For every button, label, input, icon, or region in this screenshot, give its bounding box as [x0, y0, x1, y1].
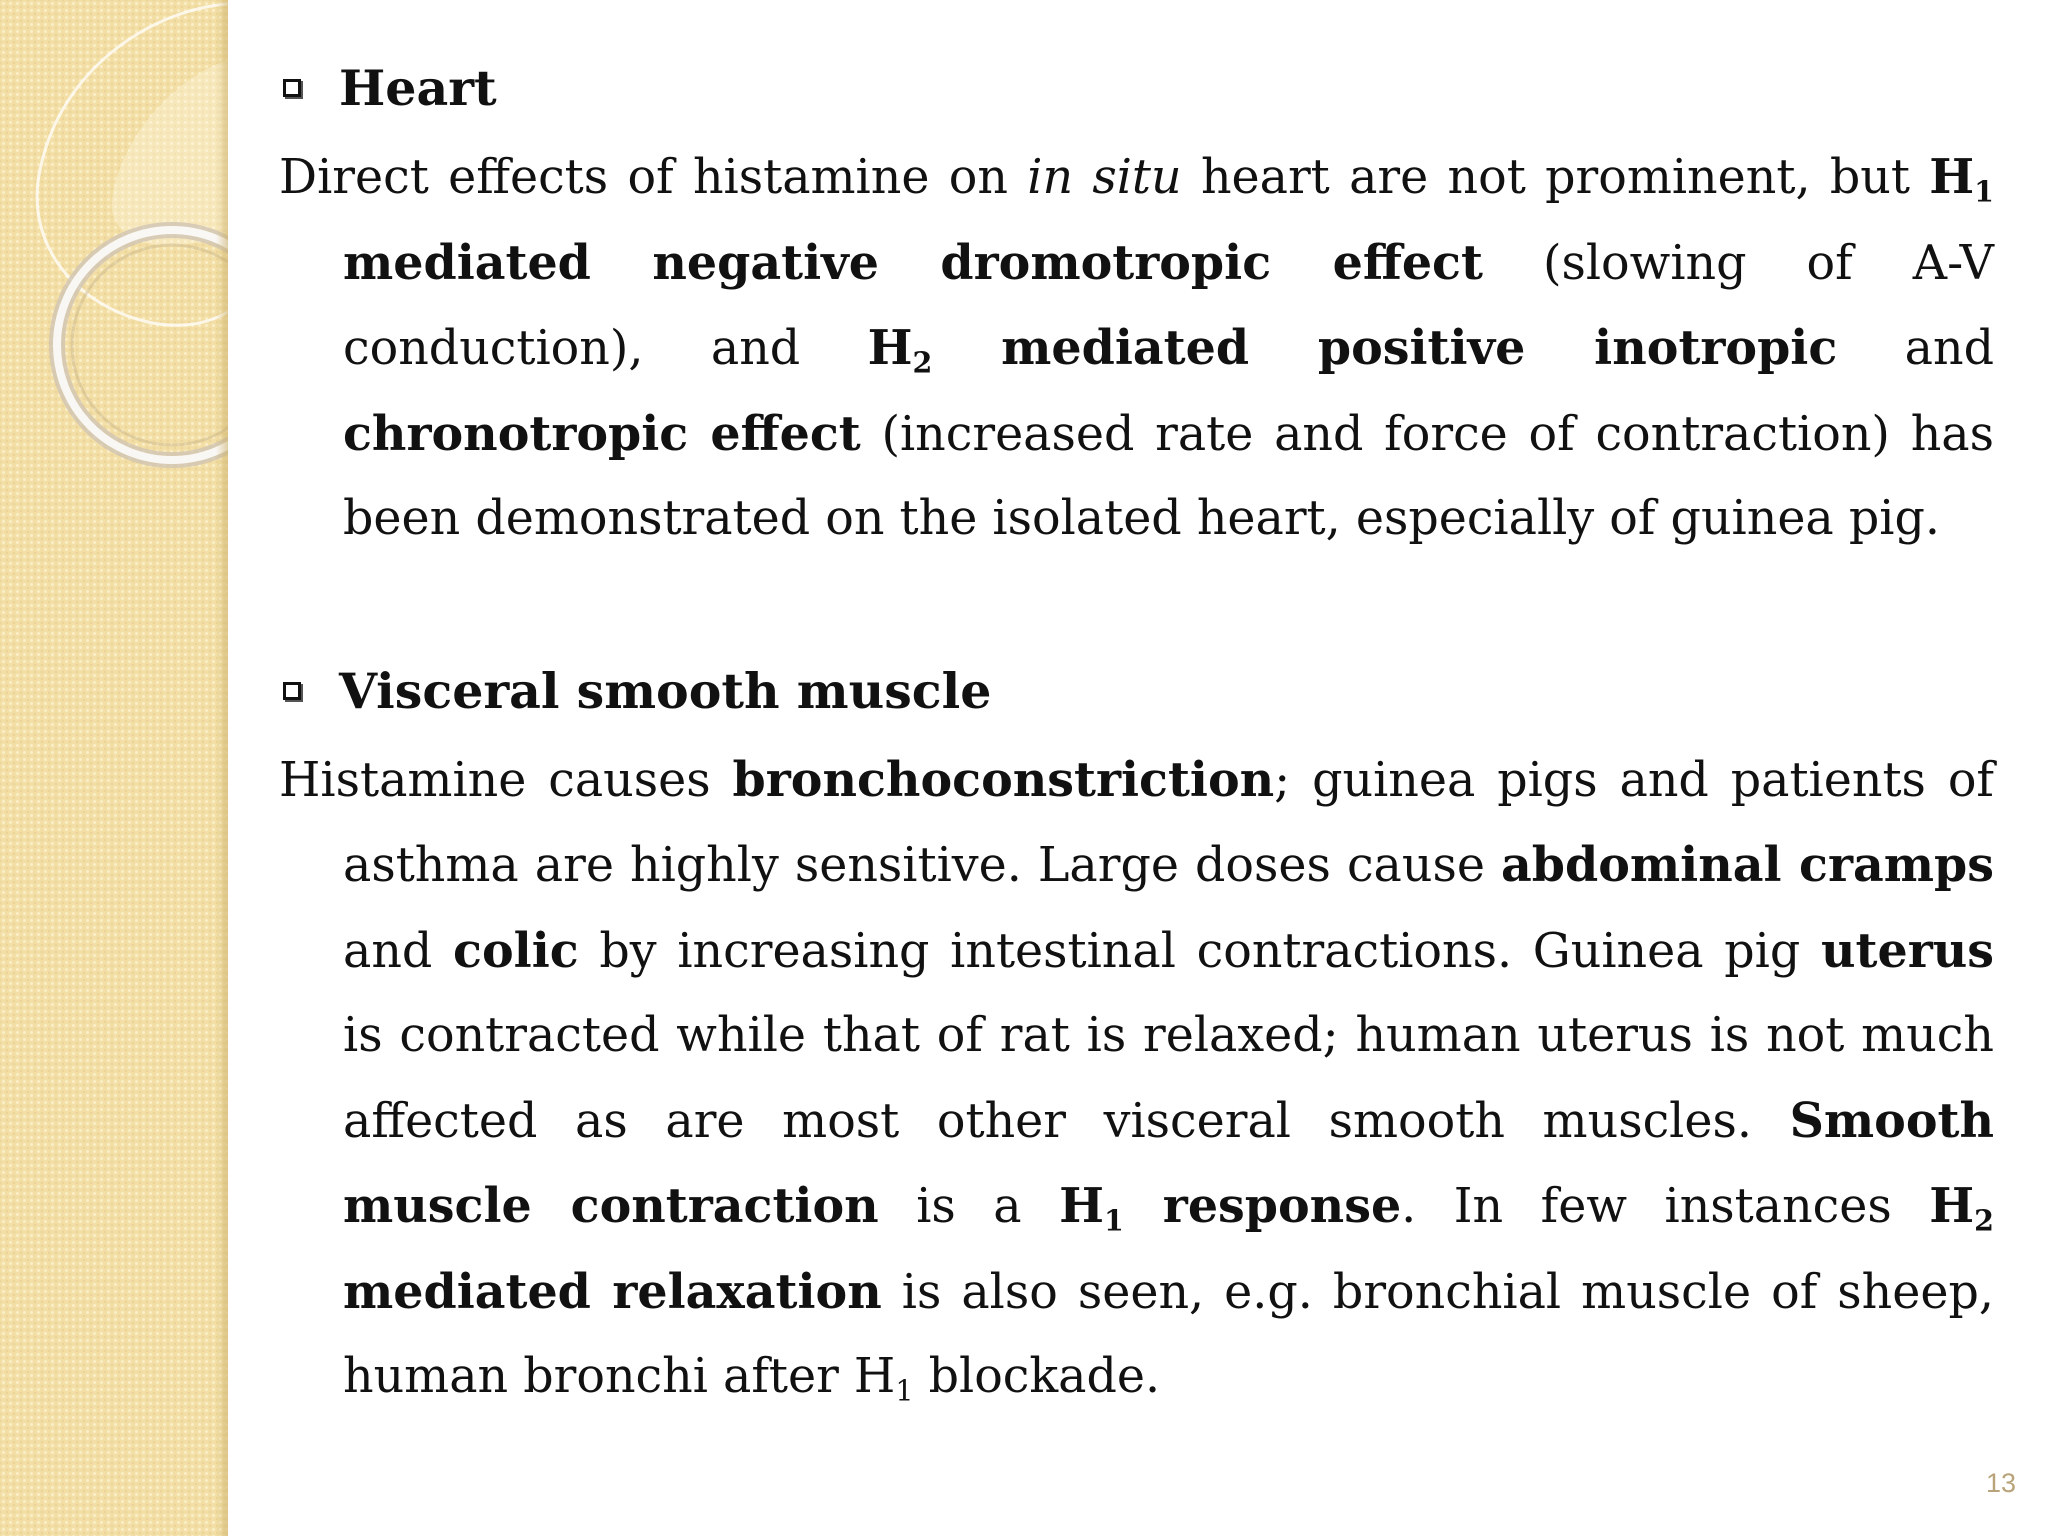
subscript: 1: [895, 1374, 914, 1408]
text-run: (slowing of A-V conduction), and: [343, 235, 1994, 376]
text-run: heart are not prominent, but: [1181, 150, 1930, 205]
bold-run: response: [1123, 1178, 1402, 1234]
text-run: ; guinea pigs and patients of asthma are highly sensitive. Large doses cause: [343, 752, 1994, 893]
text-run: Histamine causes: [279, 752, 733, 808]
bold-run: H: [1929, 149, 1975, 205]
text-run: is a: [878, 1179, 1060, 1234]
text-run: . In few instances: [1401, 1179, 1930, 1234]
heading-heart: [279, 55, 1994, 121]
subscript: 2: [1974, 1203, 1994, 1238]
heading-visceral-smooth-muscle: [279, 658, 1994, 724]
heading-text: Visceral smooth muscle: [339, 661, 992, 720]
text-run: (increased rate and force of contraction) has been demonstrated on the isolated heart, especially of guinea pig.: [343, 406, 1994, 546]
text-run: is contracted while that of rat is relaxed; human uterus is not much affected as are most other visceral smooth muscles.: [343, 1008, 1994, 1149]
paragraph-heart: [279, 135, 1994, 562]
text-run: by increasing intestinal contractions. Guinea pig: [578, 923, 1821, 979]
decorative-sidebar: [0, 0, 228, 1536]
decorative-rings-graphic: [0, 0, 228, 520]
bold-run: bronchoconstriction: [732, 751, 1275, 808]
slide-content: [279, 55, 1994, 1420]
bold-run: mediated negative dromotropic effect: [343, 234, 1483, 291]
bold-run: H: [1929, 1178, 1975, 1234]
italic-run: in situ: [1027, 150, 1182, 205]
bold-run: H: [867, 320, 913, 376]
bold-run: abdominal cramps: [1501, 837, 1994, 893]
paragraph-visceral: [279, 738, 1994, 1420]
text-run: and: [343, 923, 454, 979]
bold-run: mediated relaxation: [343, 1263, 882, 1320]
bold-run: mediated positive inotropic: [932, 320, 1838, 376]
sidebar-edge-shadow: [216, 0, 228, 1536]
subscript: 1: [1974, 174, 1994, 209]
heading-text: Heart: [339, 59, 497, 117]
page-number: 13: [1985, 1468, 2016, 1498]
text-run: blockade.: [913, 1349, 1161, 1404]
subscript: 2: [912, 345, 933, 380]
square-bullet-icon: [283, 682, 301, 700]
text-run: Direct effects of histamine on: [279, 150, 1028, 205]
bold-run: uterus: [1821, 922, 1994, 979]
subscript: 1: [1104, 1203, 1124, 1238]
text-run: and: [1837, 321, 1994, 376]
bold-run: colic: [453, 922, 579, 979]
square-bullet-icon: [283, 79, 301, 97]
bold-run: Smooth muscle contraction: [343, 1092, 1994, 1234]
section-spacer: [279, 562, 1994, 658]
bold-run: chronotropic effect: [343, 405, 861, 462]
text-run: is also seen, e.g. bronchial muscle of sheep, human bronchi after H: [343, 1264, 1994, 1404]
bold-run: H: [1059, 1178, 1104, 1234]
